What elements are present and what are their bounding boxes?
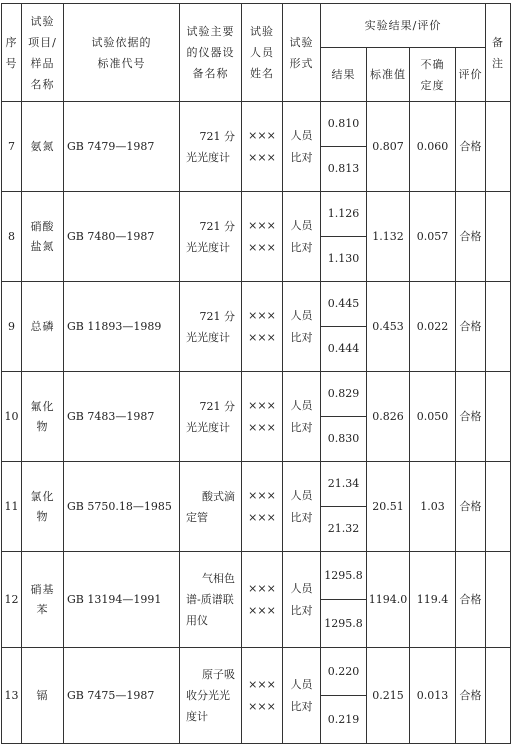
header-result-group: 实验结果/评价 [321, 4, 486, 48]
row-person-2: ××× [248, 240, 276, 254]
row-form: 人员比对 [283, 462, 321, 552]
row-seq: 7 [2, 102, 22, 192]
row-uncertainty: 0.022 [410, 282, 456, 372]
row-person-1: ××× [248, 677, 276, 691]
row-form: 人员比对 [283, 552, 321, 648]
header-seq: 序号 [2, 4, 22, 102]
row-std-value: 0.453 [367, 282, 410, 372]
row-instrument-rest: 光光度计 [186, 420, 230, 434]
row-form: 人员比对 [283, 648, 321, 744]
row-person-1: ××× [248, 308, 276, 322]
row-item: 总磷 [22, 282, 64, 372]
row-form: 人员比对 [283, 282, 321, 372]
row-uncertainty: 1.03 [410, 462, 456, 552]
row-instrument [180, 102, 242, 192]
row-form: 人员比对 [283, 372, 321, 462]
row-evaluation: 合格 [456, 282, 486, 372]
row-result-2: 0.830 [321, 417, 367, 462]
row-instrument [180, 552, 242, 648]
row-remark [486, 192, 511, 282]
row-evaluation: 合格 [456, 552, 486, 648]
row-uncertainty: 119.4 [410, 552, 456, 648]
row-result-2: 21.32 [321, 507, 367, 552]
row-person [242, 372, 283, 462]
row-result-1: 0.445 [321, 282, 367, 327]
header-standard: 试验依据的标准代号 [64, 4, 180, 102]
row-result-2: 0.444 [321, 327, 367, 372]
row-person [242, 552, 283, 648]
row-person-1: ××× [248, 398, 276, 412]
row-standard: GB 7479—1987 [64, 102, 180, 192]
header-person: 试验人员姓名 [242, 4, 283, 102]
row-instrument-line1: 721 分 [199, 129, 235, 143]
row-person-2: ××× [248, 150, 276, 164]
row-instrument [180, 648, 242, 744]
row-person-1: ××× [248, 128, 276, 142]
row-instrument-rest: 光光度计 [186, 330, 230, 344]
row-result-2: 0.813 [321, 147, 367, 192]
row-instrument [180, 192, 242, 282]
row-uncertainty: 0.060 [410, 102, 456, 192]
page [1, 3, 511, 744]
row-person [242, 102, 283, 192]
row-seq: 12 [2, 552, 22, 648]
row-result-1: 0.220 [321, 648, 367, 696]
row-form: 人员比对 [283, 192, 321, 282]
table-row [2, 192, 511, 237]
row-remark [486, 552, 511, 648]
row-person-2: ××× [248, 510, 276, 524]
row-seq: 10 [2, 372, 22, 462]
row-remark [486, 372, 511, 462]
row-instrument-rest: 谱-质谱联用仪 [186, 593, 234, 627]
table-row [2, 102, 511, 147]
row-standard: GB 11893—1989 [64, 282, 180, 372]
row-item: 硝酸盐氮 [22, 192, 64, 282]
row-instrument-line1: 721 分 [199, 219, 235, 233]
header-evaluation: 评价 [456, 48, 486, 102]
header-uncertainty: 不确定度 [410, 48, 456, 102]
row-standard: GB 13194—1991 [64, 552, 180, 648]
row-remark [486, 102, 511, 192]
row-instrument-line1: 气相色 [202, 572, 235, 585]
row-result-2: 1295.8 [321, 600, 367, 648]
row-std-value: 1194.0 [367, 552, 410, 648]
row-uncertainty: 0.013 [410, 648, 456, 744]
row-result-1: 0.829 [321, 372, 367, 417]
row-instrument-line1: 721 分 [199, 309, 235, 323]
table-row [2, 282, 511, 327]
row-standard: GB 7480—1987 [64, 192, 180, 282]
row-instrument-rest: 收分光光度计 [186, 689, 230, 723]
row-person [242, 192, 283, 282]
row-standard: GB 5750.18—1985 [64, 462, 180, 552]
row-instrument [180, 282, 242, 372]
row-person-2: ××× [248, 330, 276, 344]
row-result-1: 1.126 [321, 192, 367, 237]
header-instrument: 试验主要的仪器设备名称 [180, 4, 242, 102]
row-std-value: 0.826 [367, 372, 410, 462]
row-instrument-line1: 酸式滴 [202, 489, 235, 503]
row-seq: 9 [2, 282, 22, 372]
row-item: 氟化物 [22, 372, 64, 462]
row-instrument [180, 372, 242, 462]
row-seq: 13 [2, 648, 22, 744]
row-result-2: 1.130 [321, 237, 367, 282]
row-instrument-line1: 721 分 [199, 399, 235, 413]
row-item: 氨氮 [22, 102, 64, 192]
row-evaluation: 合格 [456, 192, 486, 282]
table-row [2, 372, 511, 417]
header-item: 试验项目/样品名称 [22, 4, 64, 102]
header-result: 结果 [321, 48, 367, 102]
row-evaluation: 合格 [456, 372, 486, 462]
header-remark: 备注 [486, 4, 511, 102]
row-evaluation: 合格 [456, 648, 486, 744]
row-person-2: ××× [248, 603, 276, 617]
row-uncertainty: 0.050 [410, 372, 456, 462]
row-standard: GB 7475—1987 [64, 648, 180, 744]
header-form: 试验形式 [283, 4, 321, 102]
row-seq: 11 [2, 462, 22, 552]
results-table [1, 3, 511, 744]
row-person-1: ××× [248, 488, 276, 502]
row-uncertainty: 0.057 [410, 192, 456, 282]
row-remark [486, 648, 511, 744]
header-std-value: 标准值 [367, 48, 410, 102]
row-remark [486, 462, 511, 552]
row-person-1: ××× [248, 581, 276, 595]
row-instrument-line1: 原子吸 [202, 668, 235, 681]
row-evaluation: 合格 [456, 102, 486, 192]
row-instrument-rest: 光光度计 [186, 240, 230, 254]
table-row [2, 648, 511, 696]
row-person [242, 648, 283, 744]
row-person-2: ××× [248, 699, 276, 713]
row-std-value: 0.215 [367, 648, 410, 744]
row-instrument-rest: 定管 [186, 510, 208, 524]
row-evaluation: 合格 [456, 462, 486, 552]
row-form: 人员比对 [283, 102, 321, 192]
table-row [2, 552, 511, 600]
row-person-1: ××× [248, 218, 276, 232]
row-item: 氯化物 [22, 462, 64, 552]
row-remark [486, 282, 511, 372]
row-person [242, 462, 283, 552]
table-row [2, 462, 511, 507]
row-item: 硝基苯 [22, 552, 64, 648]
row-person [242, 282, 283, 372]
row-item: 镉 [22, 648, 64, 744]
row-result-2: 0.219 [321, 696, 367, 744]
row-result-1: 21.34 [321, 462, 367, 507]
row-person-2: ××× [248, 420, 276, 434]
row-std-value: 20.51 [367, 462, 410, 552]
row-seq: 8 [2, 192, 22, 282]
row-std-value: 0.807 [367, 102, 410, 192]
row-std-value: 1.132 [367, 192, 410, 282]
row-instrument [180, 462, 242, 552]
row-instrument-rest: 光光度计 [186, 150, 230, 164]
row-result-1: 1295.8 [321, 552, 367, 600]
row-result-1: 0.810 [321, 102, 367, 147]
row-standard: GB 7483—1987 [64, 372, 180, 462]
